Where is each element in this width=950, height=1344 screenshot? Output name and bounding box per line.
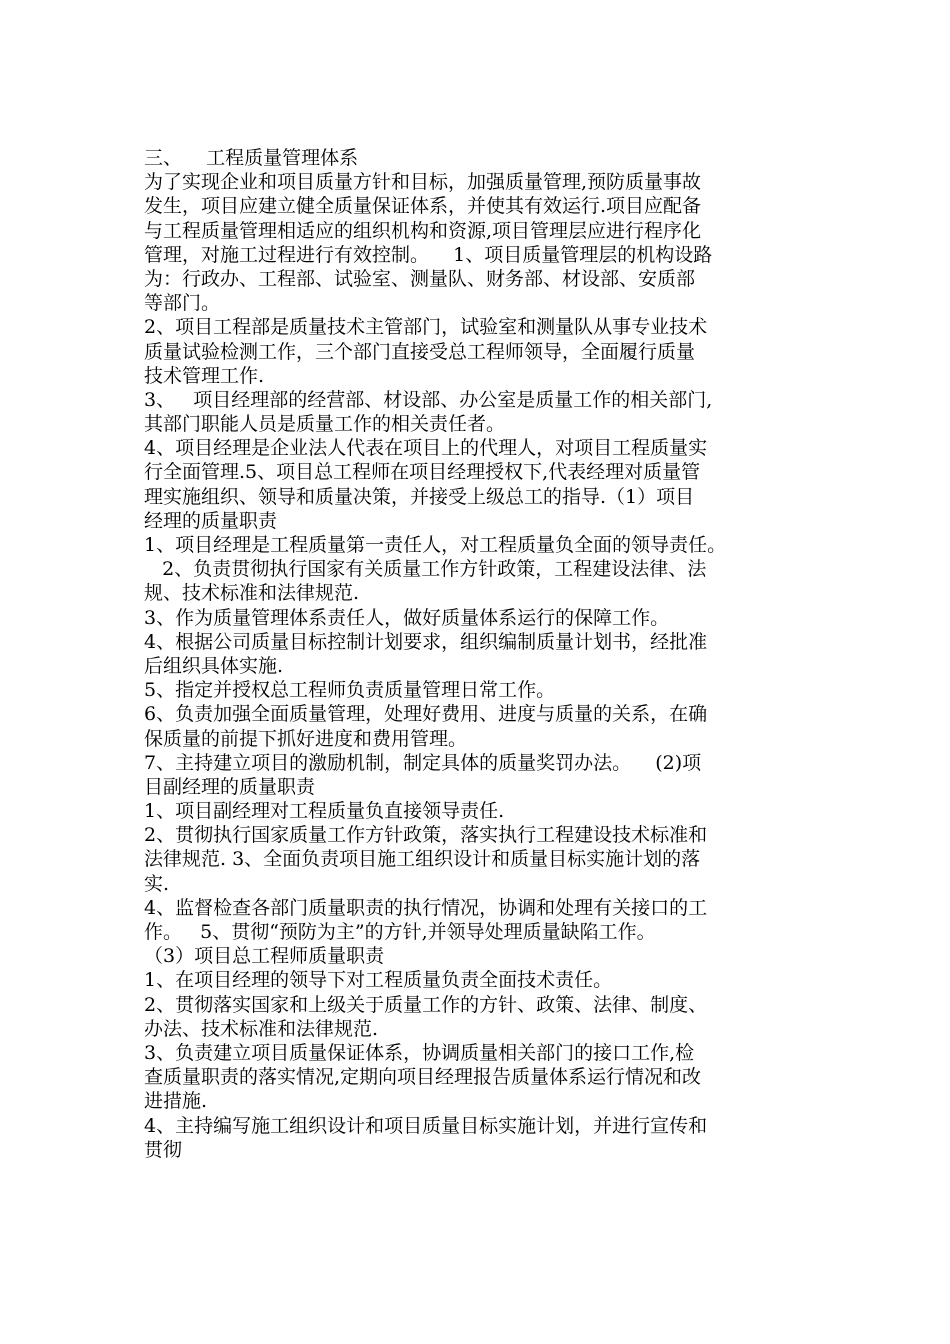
- text-line: 1、在项目经理的领导下对工程质量负责全面技术责任。: [144, 969, 613, 992]
- paragraph: [144, 606, 814, 630]
- paragraph: [144, 436, 814, 533]
- text-line: 作。 5、贯彻“预防为主”的方针,并领导处理质量缺陷工作。: [144, 921, 656, 943]
- paragraph: [144, 315, 814, 388]
- text-line: 经理的质量职责: [144, 509, 278, 532]
- text-line: 目副经理的质量职责: [144, 775, 316, 798]
- text-line: 2、负责贯彻执行国家有关质量工作方针政策，工程建设法律、法: [144, 558, 707, 581]
- paragraph: [144, 702, 814, 750]
- paragraph: [144, 993, 814, 1041]
- text-line: 为：行政办、工程部、试验室、测量队、财务部、材设部、安质部: [144, 267, 696, 290]
- paragraph: [144, 799, 814, 823]
- text-line: 等部门。: [144, 292, 221, 315]
- paragraph: [144, 896, 814, 969]
- text-line: 为了实现企业和项目质量方针和目标，加强质量管理,预防质量事故: [144, 171, 702, 194]
- text-line: 其部门职能人员是质量工作的相关责任者。: [144, 413, 506, 436]
- paragraph: [144, 630, 814, 678]
- text-line: 进措施.: [144, 1090, 208, 1113]
- paragraph: [144, 533, 814, 606]
- text-line: 2、贯彻落实国家和上级关于质量工作的方针、政策、法律、制度、: [144, 993, 708, 1016]
- text-line: 2、项目工程部是质量技术主管部门，试验室和测量队从事专业技术: [144, 316, 708, 339]
- text-line: 3、 项目经理部的经营部、材设部、办公室是质量工作的相关部门,: [144, 388, 713, 411]
- section-heading: [144, 146, 814, 170]
- text-line: 3、负责建立项目质量保证体系，协调质量相关部门的接口工作,检: [144, 1041, 695, 1064]
- text-line: 7、主持建立项目的激励机制，制定具体的质量奖罚办法。 (2)项: [144, 751, 702, 774]
- text-line: 发生，项目应建立健全质量保证体系，并使其有效运行.项目应配备: [144, 195, 702, 218]
- text-line: 1、项目副经理对工程质量负直接领导责任.: [144, 800, 505, 823]
- paragraph: [144, 968, 814, 992]
- text-line: 实.: [144, 872, 170, 895]
- text-line: 理实施组织、领导和质量决策，并接受上级总工的指导.（1）项目: [144, 485, 695, 508]
- paragraph: [144, 678, 814, 702]
- text-line: 技术管理工作.: [144, 364, 265, 387]
- document-body: [144, 146, 814, 1162]
- text-line: 后组织具体实施.: [144, 654, 284, 677]
- text-line: 管理，对施工过程进行有效控制。 1、项目质量管理层的机构设路: [144, 243, 713, 266]
- text-line: 三、 工程质量管理体系: [144, 147, 359, 169]
- text-line: 6、负责加强全面质量管理，处理好费用、进度与质量的关系，在确: [144, 703, 708, 726]
- paragraph: [144, 170, 814, 315]
- paragraph: [144, 823, 814, 896]
- text-line: 与工程质量管理相适应的组织机构和资源,项目管理层应进行程序化: [144, 219, 702, 242]
- text-line: （3）项目总工程师质量职责: [144, 945, 385, 968]
- text-line: 贯彻: [144, 1138, 183, 1161]
- paragraph: [144, 751, 814, 799]
- text-line: 办法、技术标准和法律规范.: [144, 1017, 379, 1040]
- text-line: 4、主持编写施工组织设计和项目质量目标实施计划，并进行宣传和: [144, 1114, 708, 1137]
- text-line: 1、项目经理是工程质量第一责任人，对工程质量负全面的领导责任。: [144, 534, 727, 556]
- text-line: 查质量职责的落实情况,定期向项目经理报告质量体系运行情况和改: [144, 1066, 702, 1089]
- text-line: 3、作为质量管理体系责任人，做好质量体系运行的保障工作。: [144, 606, 670, 629]
- text-line: 4、监督检查各部门质量职责的执行情况，协调和处理有关接口的工: [144, 896, 708, 919]
- text-line: 4、项目经理是企业法人代表在项目上的代理人，对项目工程质量实: [144, 437, 708, 460]
- text-line: 规、技术标准和法律规范.: [144, 582, 360, 605]
- paragraph: [144, 388, 814, 436]
- paragraph: [144, 1041, 814, 1114]
- paragraph: [144, 1114, 814, 1162]
- text-line: 5、指定并授权总工程师负责质量管理日常工作。: [144, 679, 556, 702]
- text-line: 行全面管理.5、项目总工程师在项目经理授权下,代表经理对质量管: [144, 461, 701, 484]
- text-line: 保质量的前提下抓好进度和费用管理。: [144, 727, 468, 750]
- text-line: 质量试验检测工作，三个部门直接受总工程师领导，全面履行质量: [144, 340, 696, 363]
- text-line: 法律规范. 3、全面负责项目施工组织设计和质量目标实施计划的落: [144, 848, 701, 871]
- text-line: 4、根据公司质量目标控制计划要求，组织编制质量计划书，经批准: [144, 630, 708, 653]
- text-line: 2、贯彻执行国家质量工作方针政策，落实执行工程建设技术标准和: [144, 824, 708, 847]
